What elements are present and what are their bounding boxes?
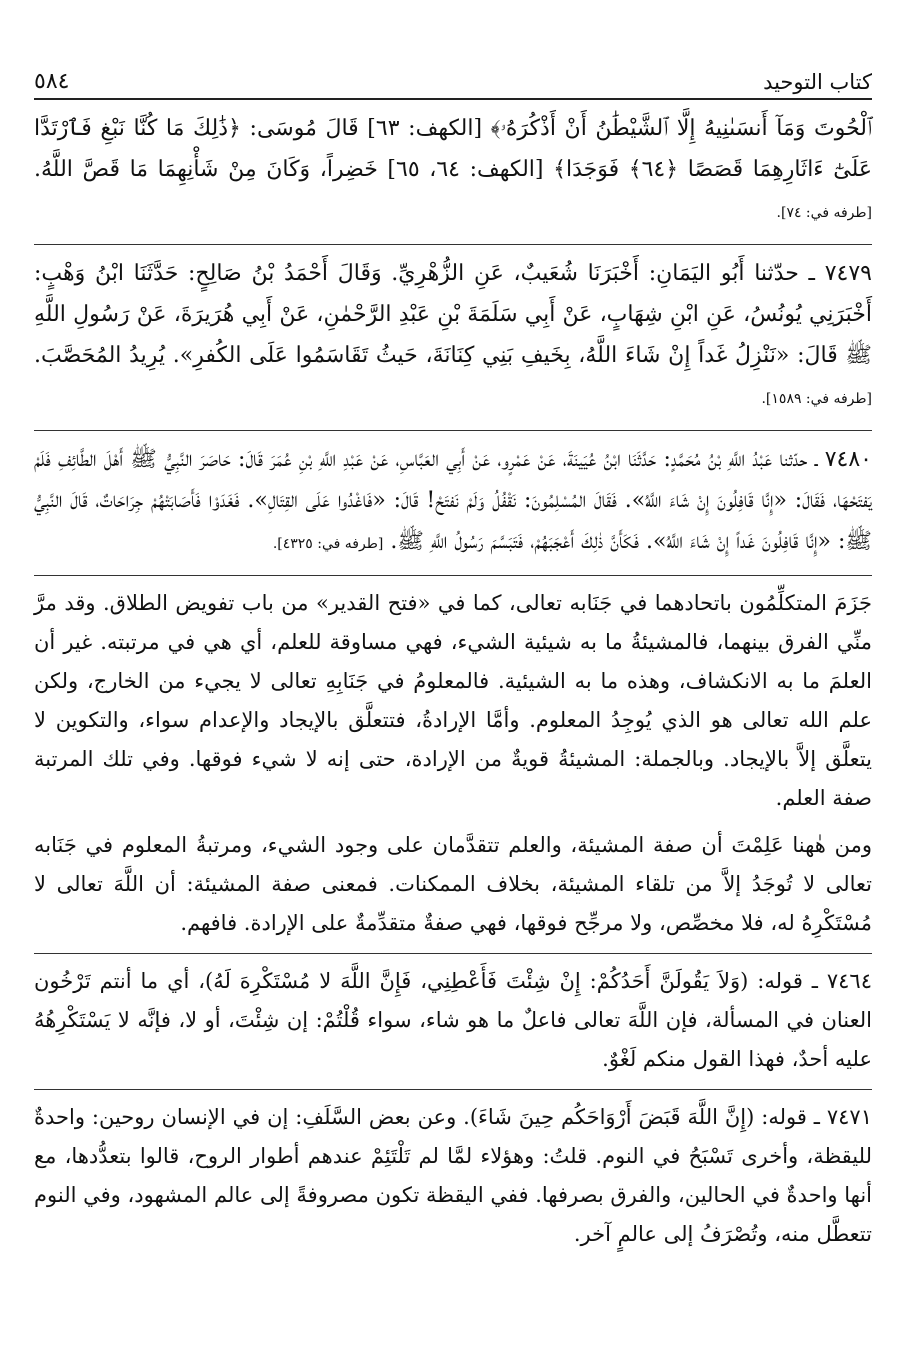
hadith-7480 [34, 439, 872, 565]
cross-reference: [طرفه في: ٧٤]. [776, 205, 872, 221]
commentary-paragraph: جَزَمَ المتكلِّمُون باتحادهما في جَنَابه تعالى، كما في «فتح القدير» من باب تفويض الطلاق. وقد مرَّ منِّي الفرق بينهما، فالمشيئةُ ما به شيئية الشيء، فهي مساوقة للعلم، أي هي في مرتبته. غير أن العلمَ ما به الانكشاف، وهذه ما به الشيئية. فالمعلومُ في جَنَابِهِ تعالى لا يجيء من الخارج، ولكن علم الله تعالى هو الذي يُوجِدُ المعلوم. وأمَّا الإرادةُ، فتتعلَّق بالإيجاد والإعدام سواء، والتكوين لا يتعلَّق إلاَّ بالإيجاد. وبالجملة: المشيئةُ قويةٌ من الإرادة، حتى إنه لا شيء فوقها. وفي تلك المرتبة صفة العلم. [34, 591, 872, 810]
hadith-text: ٧٤٧٩ ـ حدّثنا أَبُو اليَمَانِ: أَخْبَرَنَا شُعَيبٌ، عَنِ الزُّهْرِيِّ. وَقَالَ أَحْمَدُ بْنُ صَالِحٍ: حَدَّثَنَا ابْنُ وَهْبٍ: أَخْبَرَنِي يُونُسُ، عَنِ ابْنِ شِهَابٍ، عَنْ أَبِي سَلَمَةَ بْنِ عَبْدِ الرَّحْمٰنِ، عَنْ أَبِي هُرَيرَةَ، عَنْ رَسُولِ اللَّهِ ﷺ قَالَ: «نَنْزِلُ غَداً إِنْ شَاءَ اللَّهُ، بِخَيفِ بَنِي كِنَانَةَ، حَيثُ تَقَاسَمُوا عَلَى الكُفرِ». يُرِيدُ المُحَصَّبَ. [34, 261, 872, 368]
book-title: كتاب التوحيد [763, 70, 872, 94]
hadith-text: ٱلْحُوتَ وَمَآ أَنسَىٰنِيهُ إِلَّا ٱلشَّيْطَٰنُ أَنْ أَذْكُرَهُۥ﴾ [الكهف: ٦٣] قَالَ مُوسَى: ﴿ذَٰلِكَ مَا كُنَّا نَبْغِ فَٱرْتَدَّا عَلَىٰٓ ءَاثَارِهِمَا قَصَصًا ﴿٦٤﴾ فَوَجَدَا﴾ [الكهف: ٦٤، ٦٥] خَضِراً، وَكَانَ مِنْ شَأْنِهِمَا مَا قَصَّ اللَّهُ. [34, 116, 873, 182]
section-divider [34, 244, 872, 245]
section-divider [34, 575, 872, 576]
section-divider [34, 430, 872, 431]
hadith-text: ٧٤٨٠ ـ حدّثنا عَبْدُ اللَّهِ بْنُ مُحَمَّدٍ: حَدَّثَنَا ابْنُ عُيَينَةَ، عَنْ عَمْرٍو، عَنْ أَبِي العَبَّاسِ، عَنْ عَبْدِ اللَّهِ بْنِ عُمَرَ قَالَ: حَاصَرَ النَّبِيُّ ﷺ أَهْلَ الطَّائِفِ فَلَمْ يَفتَحْهَا، فَقَالَ: «إِنَّا قَافِلُونَ إِنْ شَاءَ اللَّهُ». فَقَالَ المُسْلِمُونَ: نَقْفُلُ وَلَمْ نَفتَحْ! قَالَ: «فَاغْدُوا عَلَى القِتَالِ». فَغَدَوْا فَأَصَابَتْهُمْ جِرَاحَاتٌ، قَالَ النَّبِيُّ ﷺ: «إِنَّا قَافِلُونَ غَداً إِنْ شَاءَ اللَّهُ». فَكَأَنَّ ذٰلِكَ أَعْجَبَهُمْ، فَتَبَسَّمَ رَسُولُ اللَّهِ ﷺ. [34, 447, 872, 554]
commentary-7464: ٧٤٦٤ ـ قوله: (وَلاَ يَقُولَنَّ أَحَدُكُمْ: إِنْ شِئْتَ فَأَعْطِنِي، فَإِنَّ اللَّهَ لا مُسْتَكْرِهَ لَهُ)، أي ما أنتم تَرْخُون العنان في المسألة، فإن اللَّهَ تعالى فاعلٌ ما هو شاء، سواء قُلْتُمْ: إن شِئْتَ، أو لا، فإنَّه لا يَسْتَكْرِهُهُ عليه أحدٌ، فهذا القول منكم لَغْوٌ. [34, 969, 872, 1071]
cross-reference: [طرفه في: ١٥٨٩]. [761, 391, 872, 407]
book-page [34, 58, 872, 1254]
hadith-continuation [34, 108, 872, 234]
section-divider [34, 953, 872, 954]
section-divider [34, 1089, 872, 1090]
page-number: ٥٨٤ [34, 69, 70, 94]
commentary-7471: ٧٤٧١ ـ قوله: (إِنَّ اللَّهَ قَبَضَ أَرْوَاحَكُم حِينَ شَاءَ). وعن بعض السَّلَفِ: إن في الإنسان روحين: واحدةٌ لليقظة، وأخرى تَسْبَحُ في النوم. قلتُ: وهؤلاء لمَّا لم تَلْتَئِمْ عندهم أطوار الروح، قالوا بتعدُّدها، مع أنها واحدةٌ في الحالين، والفرق بصرفها. ففي اليقظة تكون مصروفةً إلى عالم المشهود، وفي النوم تتعطَّل منه، وتُصْرَفُ إلى عالمٍ آخر. [34, 1105, 872, 1246]
cross-reference: [طرفه في: ٤٣٢٥]. [272, 536, 384, 552]
hadith-7479 [34, 253, 872, 420]
commentary-paragraph: ومن هٰهنا عَلِمْتَ أن صفة المشيئة، والعلم تتقدَّمان على وجود الشيء، ومرتبةُ المعلوم في جَنَابه تعالى لا تُوجَدُ إلاَّ من تلقاء المشيئة، بخلاف الممكنات. فمعنى صفة المشيئة: أن اللَّهَ تعالى لا مُسْتَكْرِهُ له، فلا مخصِّص، ولا مرجِّح فوقها، فهي صفةٌ متقدِّمةٌ على الإرادة. فافهم. [34, 833, 872, 935]
page-header [34, 58, 872, 100]
